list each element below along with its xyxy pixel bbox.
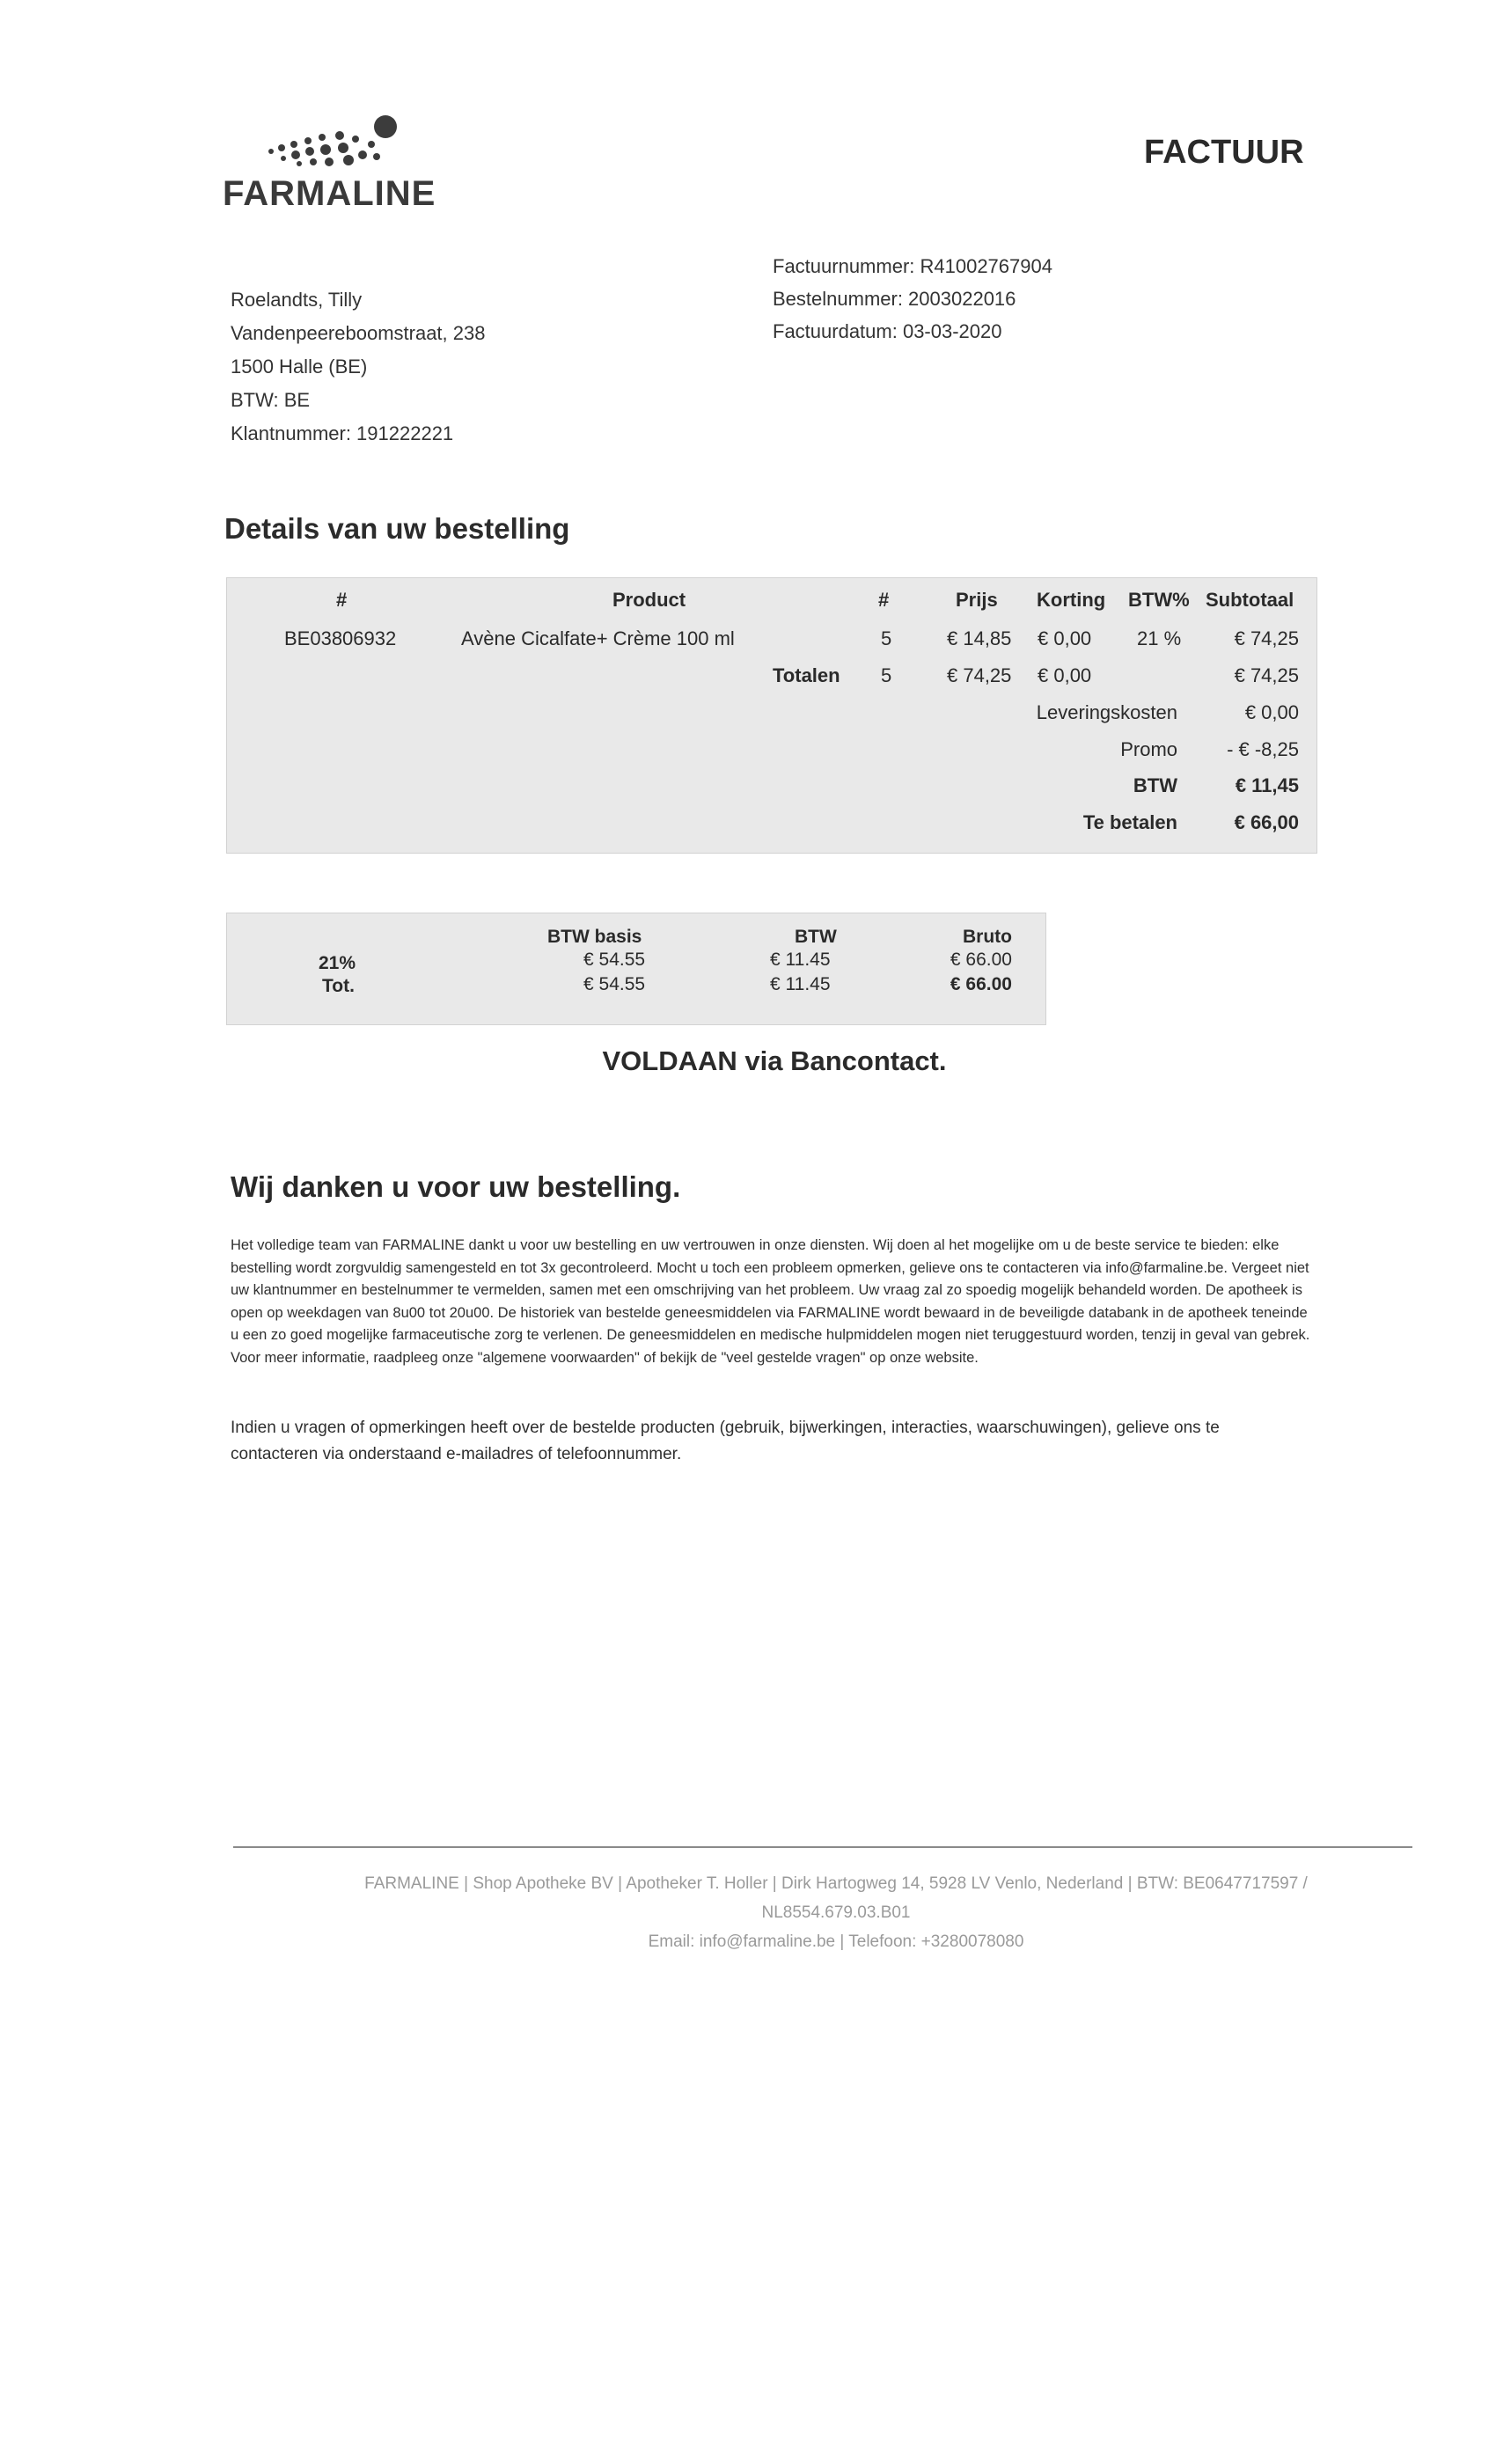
vat-total-gross: € 66.00 <box>950 974 1012 994</box>
contact-text: Indien u vragen of opmerkingen heeft over de bestelde producten (gebruik, bijwerkingen, interacties, waarschuwingen), gelieve ons te contacteren via onderstaand e-mailadres of telefoonnummer. <box>231 1419 1220 1463</box>
summary-total-value: € 66,00 <box>1234 811 1299 833</box>
header-price: Prijs <box>956 589 998 611</box>
thanks-title: Wij danken u voor uw bestelling. <box>231 1170 681 1203</box>
vat-header-basis: BTW basis <box>547 927 642 947</box>
summary-shipping-label: Leveringskosten <box>1036 701 1177 723</box>
customer-city: 1500 Halle (BE) <box>231 356 368 378</box>
document-title: FACTUUR <box>1144 134 1304 171</box>
thanks-body-text: Het volledige team van FARMALINE dankt u voor uw bestelling en uw vertrouwen in onze diensten. Wij doen al het mogelijke om u de beste service te bieden: elke bestelling wordt zorgvuldig samengesteld en tot 3x gecontroleerd. Mocht u toch een probleem opmerken, gelieve ons te contacteren via info@farmaline.be. Vergeet niet uw klantnummer en bestelnummer te vermelden, samen met een omschrijving van het probleem. Uw vraag zal zo spoedig mogelijk behandeld worden. De apotheek is open op weekdagen van 8u00 tot 20u00. De historiek van bestelde geneesmiddelen via FARMALINE wordt bewaard in de beveiligde databank in de apotheek teneinde u een zo goed mogelijke farmaceutische zorg te verlenen. De geneesmiddelen en medische hulpmiddelen mogen niet teruggestuurd worden, tenzij in geval van gebrek. Voor meer informatie, raadpleeg onze "algemene voorwaarden" of bekijk de "veel gestelde vragen" op onze website. <box>231 1237 1310 1366</box>
totals-label: Totalen <box>773 664 840 686</box>
header-vat-pct: BTW% <box>1128 589 1190 611</box>
order-section-title: Details van uw bestelling <box>224 512 570 545</box>
footer-company-line: FARMALINE | Shop Apotheke BV | Apotheker T. Holler | Dirk Hartogweg 14, 5928 LV Venlo, Nederland | BTW: BE0647717597 / <box>364 1874 1308 1893</box>
row-code: BE03806932 <box>284 627 397 649</box>
vat-row-basis: € 54.55 <box>583 950 646 970</box>
vat-row-vat: € 11.45 <box>770 950 831 970</box>
customer-number: Klantnummer: 191222221 <box>231 422 454 444</box>
customer-address <box>231 283 485 451</box>
brand-name: FARMALINE <box>223 174 436 213</box>
row-subtotal: € 74,25 <box>1234 627 1299 649</box>
totals-qty: 5 <box>881 664 892 686</box>
footer-divider <box>233 1846 1412 1848</box>
vat-row-gross: € 66.00 <box>950 950 1012 970</box>
vat-total-vat: € 11.45 <box>770 974 831 994</box>
summary-vat-label: BTW <box>1133 774 1177 796</box>
header-subtotal: Subtotaal <box>1206 589 1294 611</box>
customer-name: Roelandts, Tilly <box>231 289 363 311</box>
summary-total-label: Te betalen <box>1082 811 1177 833</box>
row-vat-pct: 21 % <box>1137 627 1182 649</box>
totals-discount: € 0,00 <box>1038 664 1092 686</box>
summary-shipping-value: € 0,00 <box>1244 701 1299 723</box>
vat-summary-table <box>226 913 1046 1025</box>
footer-registration-line: NL8554.679.03.B01 <box>761 1903 911 1922</box>
header-discount: Korting <box>1037 589 1106 611</box>
summary-vat-value: € 11,45 <box>1235 774 1299 796</box>
invoice-number: Factuurnummer: R41002767904 <box>773 255 1052 277</box>
footer-contact-line: Email: info@farmaline.be | Telefoon: +3280078080 <box>648 1932 1024 1951</box>
header-product: Product <box>612 589 686 611</box>
customer-vat: BTW: BE <box>231 389 311 411</box>
vat-total-rate: Tot. <box>322 976 355 996</box>
vat-header-vat: BTW <box>795 927 837 947</box>
row-price: € 14,85 <box>947 627 1012 649</box>
invoice-date: Factuurdatum: 03-03-2020 <box>773 320 1002 342</box>
order-number: Bestelnummer: 2003022016 <box>773 288 1016 310</box>
order-table <box>226 577 1317 854</box>
invoice-meta <box>773 250 1052 348</box>
header-code: # <box>336 589 348 611</box>
payment-status: VOLDAAN via Bancontact. <box>602 1045 947 1076</box>
summary-promo-value: - € -8,25 <box>1227 738 1299 760</box>
summary-promo-label: Promo <box>1120 738 1177 760</box>
header-qty: # <box>878 589 890 611</box>
row-qty: 5 <box>881 627 892 649</box>
vat-row-rate: 21% <box>319 953 356 973</box>
vat-header-gross: Bruto <box>963 927 1012 947</box>
vat-total-basis: € 54.55 <box>583 974 646 994</box>
totals-price: € 74,25 <box>947 664 1012 686</box>
totals-subtotal: € 74,25 <box>1234 664 1299 686</box>
row-product: Avène Cicalfate+ Crème 100 ml <box>461 627 735 649</box>
farmaline-logo-icon <box>264 106 422 176</box>
row-discount: € 0,00 <box>1038 627 1092 649</box>
customer-street: Vandenpeereboomstraat, 238 <box>231 322 486 344</box>
